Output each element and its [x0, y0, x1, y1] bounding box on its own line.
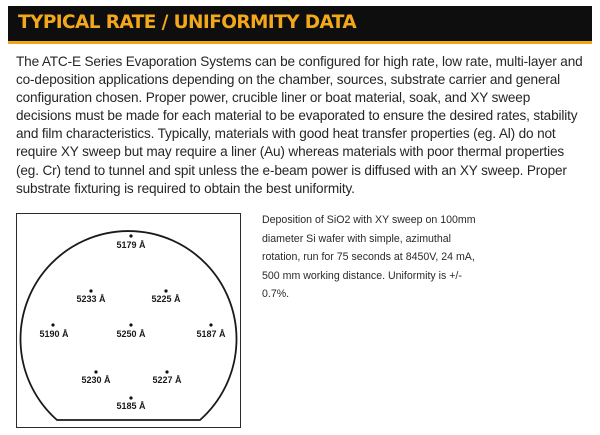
section-title: TYPICAL RATE / UNIFORMITY DATA	[18, 12, 357, 33]
measurement-point-lower-right	[152, 370, 182, 385]
section-header	[8, 6, 592, 44]
measurement-point-upper-right	[151, 289, 181, 304]
measurement-label: 5225 Å	[151, 294, 181, 304]
measurement-label: 5185 Å	[116, 401, 146, 411]
measurement-point-bottom	[116, 396, 146, 411]
measurement-point-top	[116, 234, 146, 250]
wafer-caption: Deposition of SiO2 with XY sweep on 100mm diameter Si wafer with simple, azimuthal rotation, run for 75 seconds at 8450V, 24 mA, 500 mm working distance. Uniformity is +/- 0.7%.	[262, 214, 476, 300]
wafer-map-frame	[16, 213, 241, 428]
measurement-point-lower-left	[81, 370, 111, 385]
measurement-label: 5190 Å	[39, 329, 69, 339]
measurement-point-upper-left	[76, 289, 106, 304]
measurement-point-center	[116, 323, 146, 339]
measurement-point-left	[39, 323, 69, 339]
intro-paragraph: The ATC-E Series Evaporation Systems can be configured for high rate, low rate, multi-layer and co-deposition applications depending on the chamber, sources, substrate carrier and general configuration chosen. Proper power, crucible liner or boat material, soak, and XY sweep decisions must be made for each material to be evaporated to ensure the desired rates, stability and film characteristics. Typically, materials with good heat transfer properties (eg. Al) do not require XY sweep but may require a liner (Au) whereas materials with poor thermal properties (eg. Cr) tend to tunnel and spit unless the e-beam power is diffused with an XY sweep. Proper substrate fixturing is required to obtain the best uniformity.	[16, 54, 583, 196]
measurement-point-right	[196, 323, 226, 339]
measurement-label: 5227 Å	[152, 375, 182, 385]
measurement-label: 5187 Å	[196, 329, 226, 339]
measurement-label: 5250 Å	[116, 329, 146, 339]
wafer-map	[17, 214, 240, 427]
measurement-label: 5179 Å	[116, 240, 146, 250]
measurement-label: 5233 Å	[76, 294, 106, 304]
measurement-label: 5230 Å	[81, 375, 111, 385]
